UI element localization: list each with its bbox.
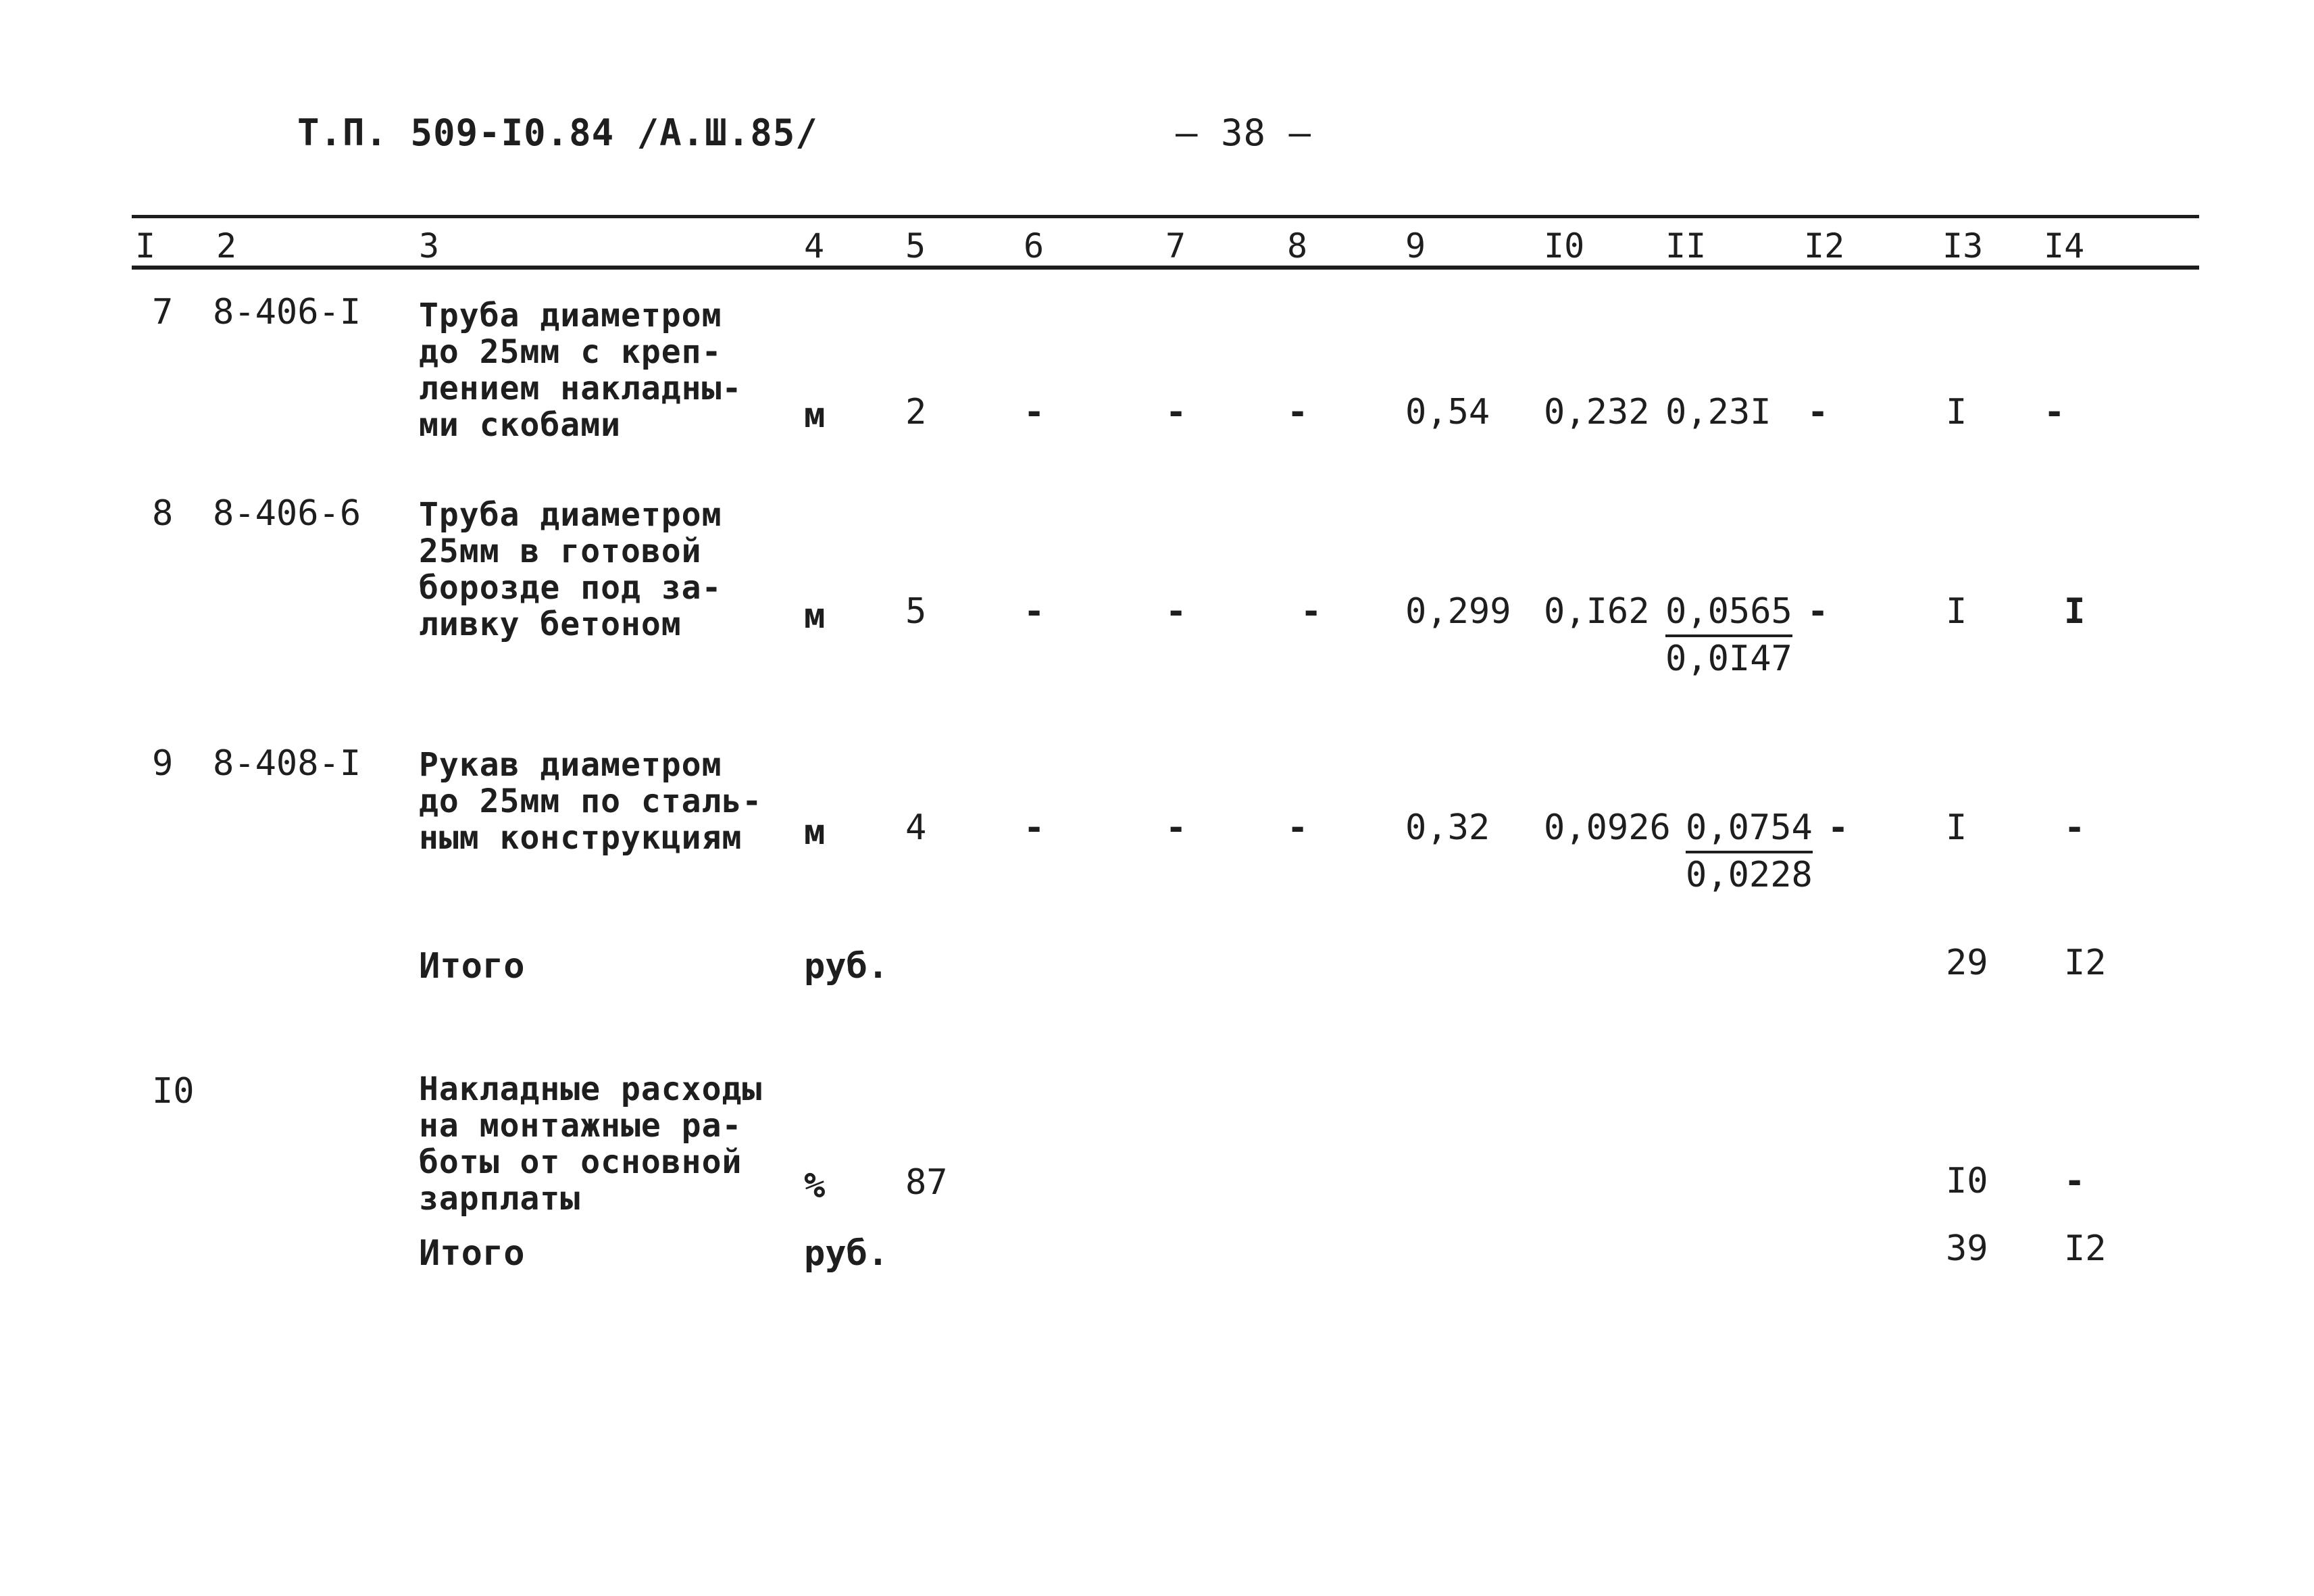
page-number: — 38 — bbox=[1176, 111, 1312, 154]
row-number: 8 bbox=[152, 493, 174, 534]
item-description: Труба диаметром 25мм в готовой борозде под за- ливку бетоном bbox=[419, 496, 722, 643]
item-code: 8-406-6 bbox=[213, 493, 361, 534]
unit: м bbox=[804, 395, 826, 436]
total-unit: руб. bbox=[804, 1233, 889, 1274]
column-number: II bbox=[1665, 226, 1707, 266]
col13-value: I bbox=[1946, 591, 1967, 632]
col7-value: - bbox=[1165, 807, 1187, 848]
column-number: I4 bbox=[2044, 226, 2085, 266]
col11-fraction bbox=[1686, 807, 1813, 848]
row-number: I0 bbox=[152, 1071, 195, 1112]
col12-value: - bbox=[1828, 807, 1849, 848]
item-description: Труба диаметром до 25мм с креп- лением накладны- ми скобами bbox=[419, 297, 743, 444]
col8-value: - bbox=[1301, 591, 1322, 632]
subtotal-col14: I2 bbox=[2064, 943, 2107, 983]
item-description: Рукав диаметром до 25мм по сталь- ным конструкциям bbox=[419, 746, 763, 857]
col9-value: 0,32 bbox=[1405, 807, 1490, 848]
col14-value: - bbox=[2064, 807, 2086, 848]
col9-value: 0,299 bbox=[1405, 591, 1511, 632]
subtotal-col13: 29 bbox=[1946, 943, 1988, 983]
column-number: 7 bbox=[1165, 226, 1186, 266]
total-label: Итого bbox=[419, 1233, 525, 1274]
quantity: 5 bbox=[905, 591, 927, 632]
col12-value: - bbox=[1807, 392, 1829, 432]
col11-numerator: 0,0565 bbox=[1665, 591, 1792, 637]
column-number: 5 bbox=[905, 226, 926, 266]
overhead-description: Накладные расходы на монтажные ра- боты от основной зарплаты bbox=[419, 1070, 763, 1218]
col10-value: 0,I62 bbox=[1544, 591, 1650, 632]
col11-numerator: 0,0754 bbox=[1686, 807, 1813, 853]
subtotal-unit: руб. bbox=[804, 946, 889, 987]
col6-value: - bbox=[1024, 807, 1045, 848]
col6-value: - bbox=[1024, 591, 1045, 632]
col13-value: I bbox=[1946, 807, 1967, 848]
quantity: 2 bbox=[905, 392, 927, 432]
col11-fraction bbox=[1665, 591, 1792, 632]
column-number: 6 bbox=[1024, 226, 1045, 266]
overhead-col13: I0 bbox=[1946, 1161, 1988, 1201]
col10-value: 0,0926 bbox=[1544, 807, 1671, 848]
col11-denominator: 0,0228 bbox=[1686, 855, 1813, 895]
column-number: 4 bbox=[804, 226, 825, 266]
column-number: 9 bbox=[1405, 226, 1426, 266]
unit: м bbox=[804, 812, 826, 853]
col11-value: 0,23I bbox=[1665, 392, 1771, 432]
col14-value: - bbox=[2044, 392, 2065, 432]
quantity: 4 bbox=[905, 807, 927, 848]
document-code: Т.П. 509-I0.84 /А.Ш.85/ bbox=[297, 111, 818, 154]
item-code: 8-408-I bbox=[213, 743, 361, 784]
column-number: I2 bbox=[1804, 226, 1845, 266]
overhead-col14: - bbox=[2064, 1161, 2086, 1201]
table-top-rule bbox=[132, 215, 2199, 218]
col11-denominator: 0,0I47 bbox=[1665, 639, 1792, 679]
subtotal-label: Итого bbox=[419, 946, 525, 987]
col7-value: - bbox=[1165, 591, 1187, 632]
col7-value: - bbox=[1165, 392, 1187, 432]
col8-value: - bbox=[1287, 807, 1309, 848]
col6-value: - bbox=[1024, 392, 1045, 432]
overhead-percent: 87 bbox=[905, 1162, 948, 1203]
column-number: 8 bbox=[1287, 226, 1308, 266]
column-number: I3 bbox=[1942, 226, 1984, 266]
unit: м bbox=[804, 596, 826, 637]
col9-value: 0,54 bbox=[1405, 392, 1490, 432]
total-col14: I2 bbox=[2064, 1228, 2107, 1269]
total-col13: 39 bbox=[1946, 1228, 1988, 1269]
item-code: 8-406-I bbox=[213, 292, 361, 332]
column-number: I0 bbox=[1544, 226, 1585, 266]
overhead-unit: % bbox=[804, 1166, 826, 1206]
column-number: 3 bbox=[419, 226, 440, 266]
column-number: I bbox=[135, 226, 156, 266]
col12-value: - bbox=[1807, 591, 1829, 632]
column-number: 2 bbox=[216, 226, 237, 266]
col14-value: I bbox=[2064, 591, 2086, 632]
row-number: 7 bbox=[152, 292, 174, 332]
row-number: 9 bbox=[152, 743, 174, 784]
col10-value: 0,232 bbox=[1544, 392, 1650, 432]
header-bottom-rule bbox=[132, 266, 2199, 270]
col13-value: I bbox=[1946, 392, 1967, 432]
col8-value: - bbox=[1287, 392, 1309, 432]
